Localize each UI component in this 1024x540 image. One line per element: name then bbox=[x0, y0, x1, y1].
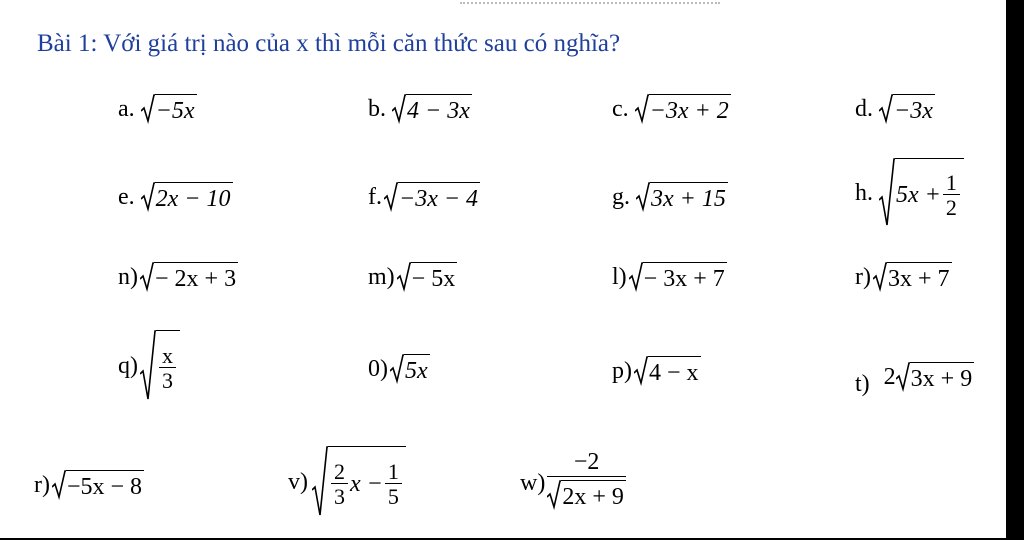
radical-sign-icon bbox=[547, 480, 561, 510]
radical-sign-icon bbox=[629, 262, 643, 292]
radicand: −3x + 2 bbox=[649, 94, 731, 124]
radicand: 3x + 9 bbox=[910, 362, 975, 392]
radicand: −5x bbox=[155, 94, 197, 124]
radical-sign-icon bbox=[140, 330, 156, 402]
item-d bbox=[855, 94, 935, 124]
denominator bbox=[547, 476, 626, 515]
numerator: x bbox=[162, 342, 173, 368]
radical-sign-icon bbox=[141, 94, 155, 124]
item-label: l) bbox=[612, 264, 627, 290]
item-label: c. bbox=[612, 96, 629, 122]
radical-sign-icon bbox=[141, 182, 155, 212]
exercise-title: Bài 1: Với giá trị nào của x thì mỗi căn thức sau có nghĩa? bbox=[37, 30, 621, 57]
radicand: 5x bbox=[404, 354, 430, 384]
variable: x − bbox=[350, 471, 383, 497]
square-root bbox=[635, 94, 731, 124]
item-label: r) bbox=[855, 264, 871, 290]
square-root bbox=[879, 158, 964, 228]
radical-sign-icon bbox=[384, 182, 398, 212]
square-root bbox=[397, 262, 458, 292]
radicand: 4 − 3x bbox=[406, 94, 472, 124]
radicand: −3x − 4 bbox=[398, 182, 480, 212]
item-h bbox=[855, 158, 964, 228]
radical-sign-icon bbox=[635, 94, 649, 124]
radical-sign-icon bbox=[52, 470, 66, 500]
item-label: q) bbox=[118, 353, 138, 379]
radical-sign-icon bbox=[636, 182, 650, 212]
radical-sign-icon bbox=[879, 158, 895, 228]
square-root bbox=[140, 330, 180, 402]
coefficient: 2 bbox=[883, 364, 896, 390]
radicand: 3x + 7 bbox=[887, 262, 952, 292]
item-label: d. bbox=[855, 96, 873, 122]
item-g bbox=[612, 182, 728, 212]
radicand bbox=[328, 446, 406, 518]
fraction bbox=[385, 460, 402, 508]
radical-sign-icon bbox=[312, 446, 328, 518]
denominator: 5 bbox=[385, 483, 402, 508]
fraction bbox=[159, 344, 176, 392]
numerator: 1 bbox=[387, 458, 399, 484]
square-root bbox=[896, 362, 975, 392]
radicand: 2x + 9 bbox=[561, 480, 626, 510]
item-label: n) bbox=[118, 264, 138, 290]
square-root bbox=[141, 182, 233, 212]
item-label: b. bbox=[368, 96, 386, 122]
item-b bbox=[368, 94, 472, 124]
item-f bbox=[368, 182, 480, 212]
square-root bbox=[636, 182, 728, 212]
radical-sign-icon bbox=[879, 94, 893, 124]
radicand-text: 5x + bbox=[896, 182, 941, 208]
item-c bbox=[612, 94, 731, 124]
item-label: w) bbox=[520, 469, 546, 496]
fraction bbox=[943, 171, 960, 219]
item-label: g. bbox=[612, 184, 630, 210]
square-root bbox=[140, 262, 238, 292]
item-label: t) bbox=[855, 371, 870, 397]
radicand bbox=[156, 330, 180, 402]
item-p bbox=[612, 356, 701, 386]
item-a bbox=[118, 94, 197, 124]
square-root bbox=[384, 182, 480, 212]
item-v bbox=[288, 446, 406, 518]
item-0 bbox=[368, 354, 430, 384]
radicand: − 5x bbox=[411, 262, 458, 292]
radical-sign-icon bbox=[140, 262, 154, 292]
radicand: 3x + 15 bbox=[650, 182, 728, 212]
item-label: v) bbox=[288, 469, 308, 495]
radical-sign-icon bbox=[896, 362, 910, 392]
square-root bbox=[141, 94, 197, 124]
square-root bbox=[392, 94, 472, 124]
radical-sign-icon bbox=[397, 262, 411, 292]
radicand: −5x − 8 bbox=[66, 470, 144, 500]
radical-sign-icon bbox=[392, 94, 406, 124]
denominator: 3 bbox=[331, 483, 348, 508]
square-root bbox=[312, 446, 406, 518]
item-e bbox=[118, 182, 233, 212]
item-t bbox=[855, 358, 974, 396]
square-root bbox=[629, 262, 727, 292]
square-root bbox=[873, 262, 952, 292]
radicand: 2x − 10 bbox=[155, 182, 233, 212]
item-label: p) bbox=[612, 358, 632, 384]
denominator: 3 bbox=[159, 367, 176, 392]
radicand: − 2x + 3 bbox=[154, 262, 238, 292]
item-r-2 bbox=[34, 470, 144, 500]
radicand: 4 − x bbox=[648, 356, 701, 386]
item-label: e. bbox=[118, 184, 135, 210]
square-root bbox=[52, 470, 144, 500]
item-label: f. bbox=[368, 184, 382, 210]
square-root bbox=[547, 480, 626, 510]
item-n bbox=[118, 262, 238, 292]
item-l bbox=[612, 262, 727, 292]
radical-sign-icon bbox=[873, 262, 887, 292]
fraction bbox=[547, 450, 626, 515]
item-label: 0) bbox=[368, 356, 388, 382]
numerator: 1 bbox=[945, 169, 957, 195]
square-root bbox=[390, 354, 430, 384]
item-q bbox=[118, 330, 180, 402]
square-root bbox=[634, 356, 701, 386]
radicand bbox=[895, 158, 964, 228]
numerator: −2 bbox=[573, 449, 600, 475]
denominator: 2 bbox=[943, 194, 960, 219]
radicand: − 3x + 7 bbox=[643, 262, 727, 292]
fraction bbox=[331, 460, 348, 508]
cropped-text-fragment bbox=[460, 0, 720, 4]
radical-sign-icon bbox=[390, 354, 404, 384]
item-w bbox=[520, 450, 626, 515]
radical-sign-icon bbox=[634, 356, 648, 386]
item-m bbox=[368, 262, 457, 292]
numerator: 2 bbox=[334, 458, 345, 484]
item-label: r) bbox=[34, 472, 50, 498]
item-label: m) bbox=[368, 264, 395, 290]
square-root bbox=[879, 94, 935, 124]
item-label: h. bbox=[855, 180, 873, 206]
item-label: a. bbox=[118, 96, 135, 122]
item-r-1 bbox=[855, 262, 952, 292]
radicand: −3x bbox=[893, 94, 935, 124]
